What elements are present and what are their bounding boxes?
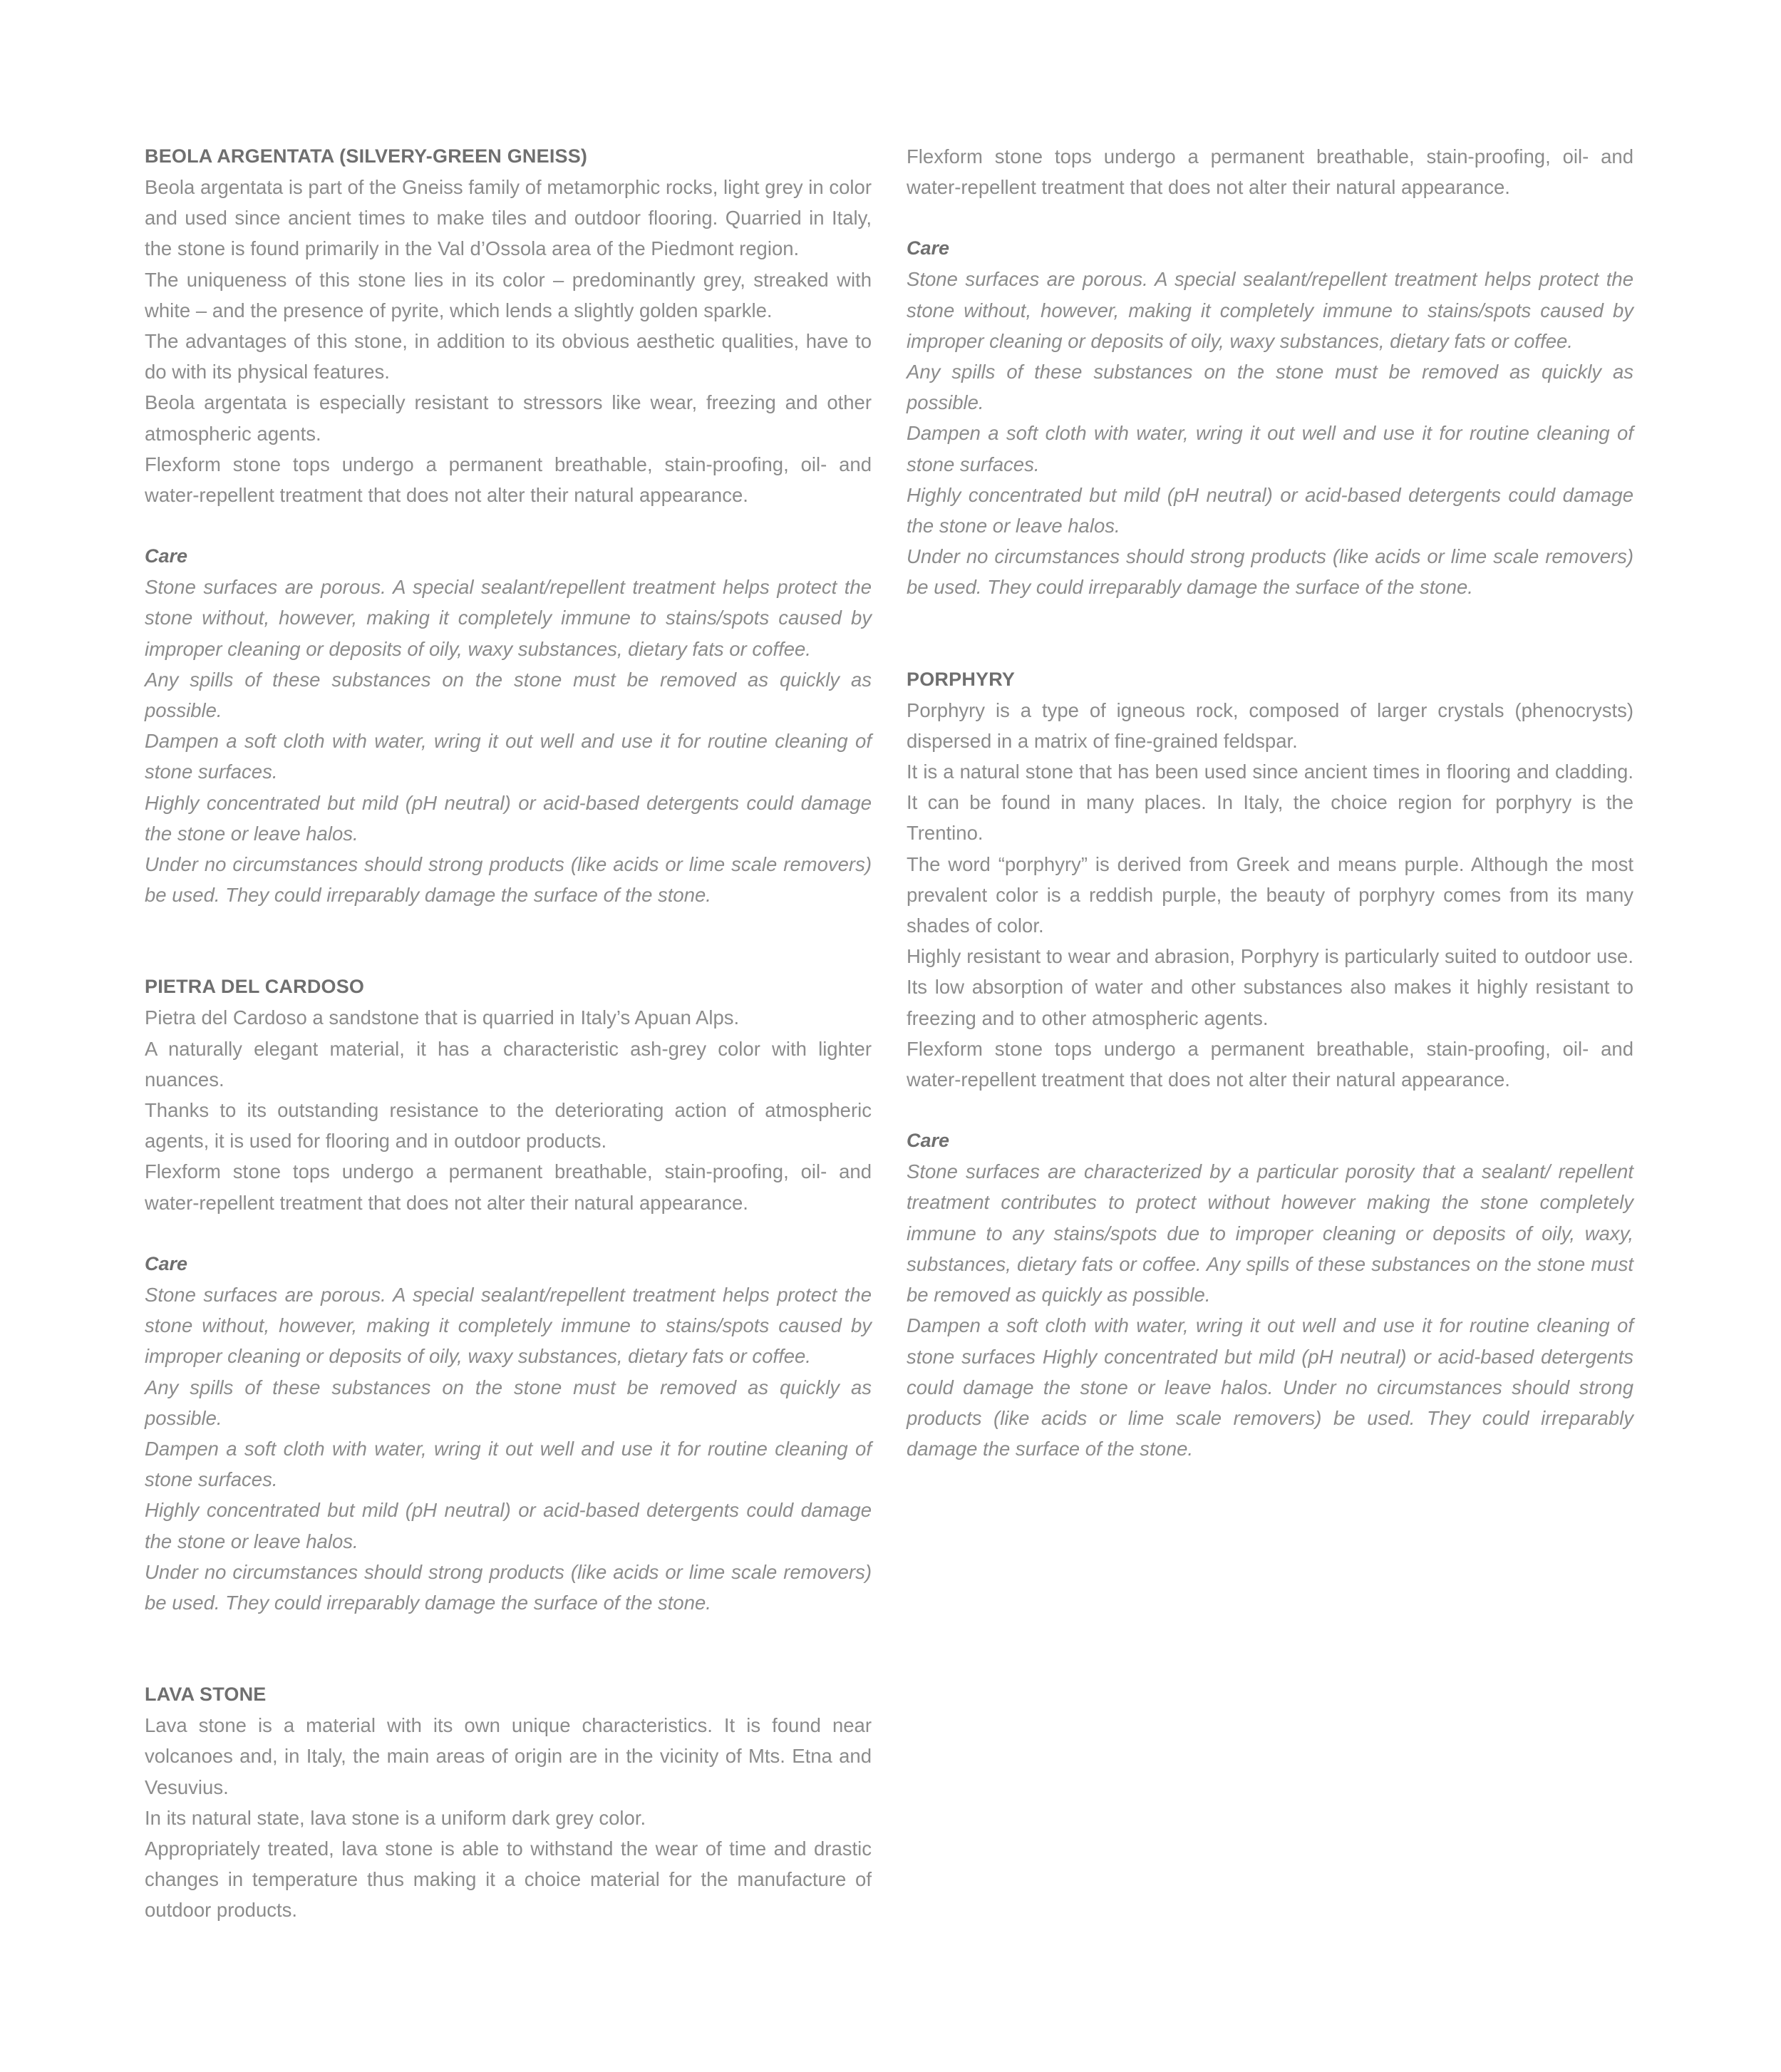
section-pietra-del-cardoso — [145, 971, 872, 1618]
care-heading: Care — [145, 545, 188, 567]
care-heading: Care — [907, 237, 950, 259]
paragraph: Flexform stone tops undergo a permanent breathable, stain-proofing, oil- and water-repellent treatment that does not alter their natural appearance. — [907, 145, 1633, 199]
care-paragraph: Under no circumstances should strong products (like acids or lime scale removers) be used. They could irreparably damage the surface of the stone. — [145, 1560, 872, 1614]
care-heading: Care — [145, 1252, 188, 1274]
left-column — [145, 141, 872, 1926]
paragraph: Appropriately treated, lava stone is able to withstand the wear of time and drastic changes in temperature thus making it a choice material for the manufacture of outdoor products. — [145, 1837, 872, 1922]
section-title: PORPHYRY — [907, 668, 1016, 690]
paragraph: Beola argentata is especially resistant to stressors like wear, freezing and other atmospheric agents. — [145, 391, 872, 445]
paragraph: A naturally elegant material, it has a characteristic ash-grey color with lighter nuances. — [145, 1037, 872, 1091]
section-porphyry — [907, 664, 1633, 1465]
care-paragraph: Dampen a soft cloth with water, wring it out well and use it for routine cleaning of stone surfaces. — [907, 422, 1633, 475]
care-paragraph: Stone surfaces are porous. A special sealant/repellent treatment helps protect the stone without, however, making it completely immune to stains/spots caused by improper cleaning or deposits of oily, waxy substances, dietary fats or coffee. — [907, 268, 1633, 352]
section-beola-argentata — [145, 141, 872, 910]
section-title: LAVA STONE — [145, 1684, 267, 1706]
paragraph: Thanks to its outstanding resistance to the deteriorating action of atmospheric agents, it is used for flooring and in outdoor products. — [145, 1099, 872, 1153]
care-paragraph: Highly concentrated but mild (pH neutral) or acid-based detergents could damage the stone or leave halos. — [145, 791, 872, 845]
section-lava-stone — [145, 1679, 872, 1925]
care-paragraph: Any spills of these substances on the stone must be removed as quickly as possible. — [145, 1376, 872, 1429]
paragraph: The advantages of this stone, in addition to its obvious aesthetic qualities, have to do with its physical features. — [145, 330, 872, 383]
section-title: BEOLA ARGENTATA (SILVERY-GREEN GNEISS) — [145, 145, 588, 167]
paragraph: Flexform stone tops undergo a permanent breathable, stain-proofing, oil- and water-repellent treatment that does not alter their natural appearance. — [145, 1160, 872, 1214]
section-spacer — [907, 603, 1633, 664]
paragraph: It is a natural stone that has been used since ancient times in flooring and cladding. It can be found in many places. In Italy, the choice region for porphyry is the Trentino. — [907, 761, 1633, 845]
care-paragraph: Any spills of these substances on the stone must be removed as quickly as possible. — [907, 361, 1633, 414]
care-paragraph: Highly concentrated but mild (pH neutral) or acid-based detergents could damage the stone or leave halos. — [145, 1499, 872, 1552]
care-paragraph: Any spills of these substances on the stone must be removed as quickly as possible. — [145, 668, 872, 722]
paragraph: Pietra del Cardoso a sandstone that is quarried in Italy’s Apuan Alps. — [145, 1006, 740, 1029]
paragraph: Porphyry is a type of igneous rock, composed of larger crystals (phenocrysts) dispersed in a matrix of fine-grained feldspar. — [907, 699, 1633, 752]
right-column — [907, 141, 1633, 1464]
paragraph: Flexform stone tops undergo a permanent breathable, stain-proofing, oil- and water-repellent treatment that does not alter their natural appearance. — [907, 1037, 1633, 1091]
care-paragraph: Stone surfaces are porous. A special sealant/repellent treatment helps protect the stone without, however, making it completely immune to stains/spots caused by improper cleaning or deposits of oily, waxy substances, dietary fats or coffee. — [145, 1283, 872, 1368]
care-paragraph: Stone surfaces are porous. A special sealant/repellent treatment helps protect the stone without, however, making it completely immune to stains/spots caused by improper cleaning or deposits of oily, waxy substances, dietary fats or coffee. — [145, 576, 872, 660]
care-heading: Care — [907, 1130, 950, 1152]
paragraph: Flexform stone tops undergo a permanent breathable, stain-proofing, oil- and water-repellent treatment that does not alter their natural appearance. — [145, 453, 872, 507]
paragraph: The uniqueness of this stone lies in its color – predominantly grey, streaked with white – and the presence of pyrite, which lends a slightly golden sparkle. — [145, 268, 872, 321]
section-title: PIETRA DEL CARDOSO — [145, 976, 365, 998]
care-paragraph: Dampen a soft cloth with water, wring it out well and use it for routine cleaning of stone surfaces. — [145, 1437, 872, 1491]
paragraph: In its natural state, lava stone is a uniform dark grey color. — [145, 1806, 646, 1829]
care-paragraph: Dampen a soft cloth with water, wring it out well and use it for routine cleaning of stone surfaces. — [145, 730, 872, 783]
section-spacer — [145, 910, 872, 971]
care-paragraph: Under no circumstances should strong products (like acids or lime scale removers) be used. They could irreparably damage the surface of the stone. — [907, 545, 1633, 599]
paragraph: Highly resistant to wear and abrasion, Porphyry is particularly suited to outdoor use. Its low absorption of water and other substances also makes it highly resistant to freezing and to other atmospheric agents. — [907, 945, 1633, 1029]
care-paragraph: Under no circumstances should strong products (like acids or lime scale removers) be used. They could irreparably damage the surface of the stone. — [145, 853, 872, 907]
care-paragraph: Dampen a soft cloth with water, wring it out well and use it for routine cleaning of stone surfaces Highly concentrated but mild (pH neutral) or acid-based detergents could damage the stone or leave halos. Under no circumstances should strong products (like acids or lime scale removers) be used. They could irreparably damage the surface of the stone. — [907, 1314, 1633, 1460]
section-lava-stone-continued — [907, 141, 1633, 603]
paragraph: Beola argentata is part of the Gneiss family of metamorphic rocks, light grey in color and used since ancient times to make tiles and outdoor flooring. Quarried in Italy, the stone is found primarily in the Val d’Ossola area of the Piedmont region. — [145, 176, 872, 260]
paragraph: Lava stone is a material with its own unique characteristics. It is found near volcanoes and, in Italy, the main areas of origin are in the vicinity of Mts. Etna and Vesuvius. — [145, 1714, 872, 1798]
section-spacer — [145, 1618, 872, 1679]
paragraph: The word “porphyry” is derived from Greek and means purple. Although the most prevalent color is a reddish purple, the beauty of porphyry comes from its many shades of color. — [907, 852, 1633, 937]
care-paragraph: Highly concentrated but mild (pH neutral) or acid-based detergents could damage the stone or leave halos. — [907, 483, 1633, 537]
care-paragraph: Stone surfaces are characterized by a particular porosity that a sealant/ repellent treatment contributes to protect without however making the stone completely immune to any stains/spots due to improper cleaning or deposits of oily, waxy, substances, dietary fats or coffee. Any spills of these substances on the stone must be removed as quickly as possible. — [907, 1160, 1633, 1306]
